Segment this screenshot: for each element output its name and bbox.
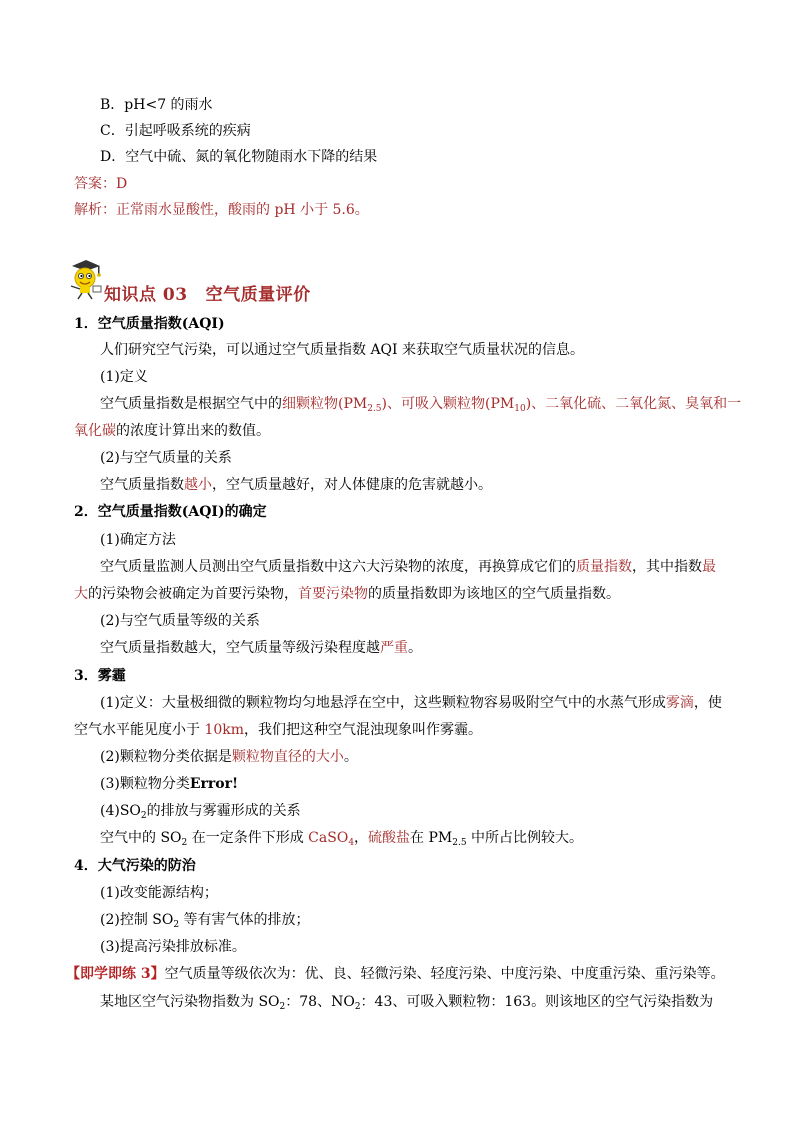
para-fog-line1: (1)定义：大量极细微的颗粒物均匀地悬浮在空中，这些颗粒物容易吸附空气中的水蒸气形成雾滴，使 [100,695,722,711]
answer: 答案：D [74,176,128,192]
para-aqi-intro: 人们研究空气污染，可以通过空气质量指数 AQI 来获取空气质量状况的信息。 [100,342,585,358]
prevention-1: (1)改变能源结构； [100,885,218,901]
option-b: B．pH<7 的雨水 [100,97,213,113]
para-method-line1: 空气质量监测人员测出空气质量指数中这六大污染物的浓度，再换算成它们的质量指数，其中指数最 [100,559,716,575]
sub-1-1: (1)定义 [100,369,148,385]
sub-so2-relation: $(4)SO_2$的排放与雾霾形成的关系 [100,803,301,821]
para-grade: 空气质量指数越大，空气质量等级污染程度越严重。 [100,640,422,656]
para-classify: (3)颗粒物分类Error! [100,776,239,792]
heading-1: 1．空气质量指数(AQI) [74,316,225,332]
para-fog-line2: 空气水平能见度小于 10km，我们把这种空气混浊现象叫作雾霾。 [74,722,483,738]
exercise-line2: 某地区空气污染物指数为 $SO_2$：78、$NO_2$：43、可吸入颗粒物：163。则该地区的空气污染指数为 [100,994,714,1012]
heading-4: 4．大气污染的防治 [74,858,196,874]
sub-1-2: (2)与空气质量的关系 [100,450,232,466]
option-d: D．空气中硫、氮的氧化物随雨水下降的结果 [100,149,378,165]
sub-2-2: (2)与空气质量等级的关系 [100,613,260,629]
analysis: 解析：正常雨水显酸性，酸雨的 pH 小于 5.6。 [74,202,369,218]
para-method-line2: 大的污染物会被确定为首要污染物，首要污染物的质量指数即为该地区的空气质量指数。 [74,586,620,602]
heading-3: 3．雾霾 [74,668,126,684]
para-classify-basis: (2)颗粒物分类依据是颗粒物直径的大小。 [100,749,358,765]
para-so2-formation: 空气中的 $SO_2$ 在一定条件下形成 CaSO$_4$，硫酸盐在 $PM_{2.5}$ 中所占比例较大。 [100,830,584,848]
sub-2-1: (1)确定方法 [100,532,176,548]
section-number: 知识点 03 [104,285,188,305]
section-title: 空气质量评价 [205,285,311,305]
para-definition-line2: 氧化碳的浓度计算出来的数值。 [74,423,270,439]
exercise-tag: 【即学即练 3】 [66,966,165,982]
para-definition-line1: 空气质量指数是根据空气中的细颗粒物$(PM_{2.5})$、可吸入颗粒物$(PM_{10})$、二氧化硫、二氧化氮、臭氧和一 [100,396,742,414]
para-relation: 空气质量指数越小，空气质量越好，对人体健康的危害就越小。 [100,477,492,493]
prevention-2: (2)控制 $SO_2$ 等有害气体的排放； [100,912,310,930]
prevention-3: (3)提高污染排放标准。 [100,939,246,955]
exercise-line1: 【即学即练 3】空气质量等级依次为：优、良、轻微污染、轻度污染、中度污染、中度重污染、重污染等。 [66,966,725,982]
option-c: C．引起呼吸系统的疾病 [100,123,251,139]
section-heading [104,280,329,305]
heading-2: 2．空气质量指数(AQI)的确定 [74,504,267,520]
scholar-mascot-icon [66,256,106,300]
